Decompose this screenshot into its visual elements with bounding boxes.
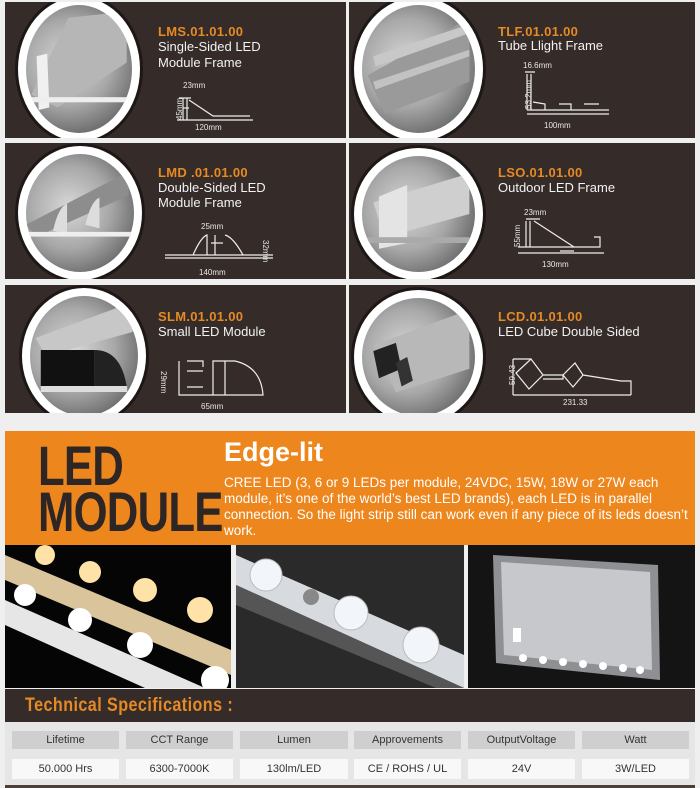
- spec-value-lifetime: 50.000 Hrs: [12, 759, 119, 779]
- product-name: Single-Sided LED: [158, 39, 261, 54]
- specifications-table: [5, 722, 695, 788]
- product-code: LSO.01.01.00: [498, 165, 583, 180]
- dim-length: 65mm: [201, 402, 224, 411]
- product-name-line2: Module Frame: [158, 195, 242, 210]
- edge-lit-description: CREE LED (3, 6 or 9 LEDs per module, 24VDC, 15W, 18W or 27W each module, it’s one of the world’s best LED brands), each LED is in parallel connection. So the light strip still can work even if any piece of its leds doesn’t work.: [224, 475, 688, 538]
- spec-header-cct-range: CCT Range: [126, 731, 233, 749]
- product-code: SLM.01.01.00: [158, 309, 244, 324]
- led-strips-warm-and-cool-photo: [5, 545, 231, 688]
- spec-header-lumen: Lumen: [240, 731, 348, 749]
- product-photo-slm: [19, 285, 149, 413]
- product-panel-lmd: [5, 143, 346, 279]
- heading-line-2: MODULE: [38, 480, 223, 543]
- dim-width: 25mm: [201, 222, 224, 231]
- edge-lit-banner: [5, 431, 695, 545]
- profile-diagram-lso: [504, 207, 624, 272]
- dim-height: 45mm: [175, 97, 184, 120]
- dim-width: 23mm: [524, 208, 547, 217]
- product-code: LMD .01.01.00: [158, 165, 248, 180]
- product-panel-tlf: [349, 2, 695, 138]
- profile-diagram-tlf: [509, 60, 619, 130]
- spec-header-approvements: Approvements: [354, 731, 461, 749]
- product-code: TLF.01.01.00: [498, 24, 579, 39]
- product-photo-tlf: [351, 2, 486, 138]
- dim-length: 140mm: [199, 268, 226, 277]
- heading-line-1: LED: [38, 434, 124, 497]
- product-photo-lso: [351, 145, 486, 279]
- profile-diagram-lms: [165, 78, 265, 133]
- dim-length: 100mm: [544, 121, 571, 130]
- product-name: Small LED Module: [158, 324, 266, 339]
- product-name-line2: Module Frame: [158, 55, 242, 70]
- led-module-closeup-photo: [236, 545, 464, 688]
- profile-diagram-slm: [159, 357, 273, 412]
- edge-lit-lightbox-photo: [468, 545, 695, 688]
- dim-width: 23mm: [183, 81, 206, 90]
- spec-header-watt: Watt: [582, 731, 689, 749]
- spec-header-lifetime: Lifetime: [12, 731, 119, 749]
- spec-value-output-voltage: 24V: [468, 759, 575, 779]
- spec-value-approvements: CE / ROHS / UL: [354, 759, 461, 779]
- product-code: LMS.01.01.00: [158, 24, 244, 39]
- product-panel-slm: [5, 285, 346, 413]
- product-photo-lcd: [351, 287, 486, 413]
- led-module-heading: [38, 434, 223, 543]
- product-code: LCD.01.01.00: [498, 309, 583, 324]
- dim-length: 231.33: [563, 398, 588, 407]
- product-panel-lso: [349, 143, 695, 279]
- technical-specifications-title: Technical Specifications :: [25, 695, 234, 716]
- product-panel-lcd: [349, 285, 695, 413]
- product-photo-lms: [15, 2, 143, 138]
- dim-height: 29mm: [159, 371, 168, 394]
- product-name: Double-Sided LED: [158, 180, 266, 195]
- profile-diagram-lmd: [163, 217, 293, 277]
- product-panel-lms: [5, 2, 346, 138]
- dim-length: 130mm: [542, 260, 569, 269]
- spec-value-lumen: 130lm/LED: [240, 759, 348, 779]
- dim-height: 32mm: [261, 240, 270, 263]
- dim-height: 53.2mm: [524, 80, 533, 109]
- dim-length: 120mm: [195, 123, 222, 132]
- spec-value-watt: 3W/LED: [582, 759, 689, 779]
- dim-height: 59.43: [508, 364, 517, 385]
- spec-value-cct-range: 6300-7000K: [126, 759, 233, 779]
- edge-lit-title: Edge-lit: [224, 437, 323, 467]
- spec-header-output-voltage: OutputVoltage: [468, 731, 575, 749]
- product-name: Outdoor LED Frame: [498, 180, 616, 195]
- dim-height: 55mm: [513, 224, 522, 247]
- technical-specifications-header: [5, 689, 695, 722]
- dim-width: 16.6mm: [523, 61, 552, 70]
- profile-diagram-lcd: [501, 353, 651, 413]
- product-photo-lmd: [15, 143, 145, 279]
- product-name: Tube Llight Frame: [498, 38, 604, 53]
- product-name: LED Cube Double Sided: [498, 324, 640, 339]
